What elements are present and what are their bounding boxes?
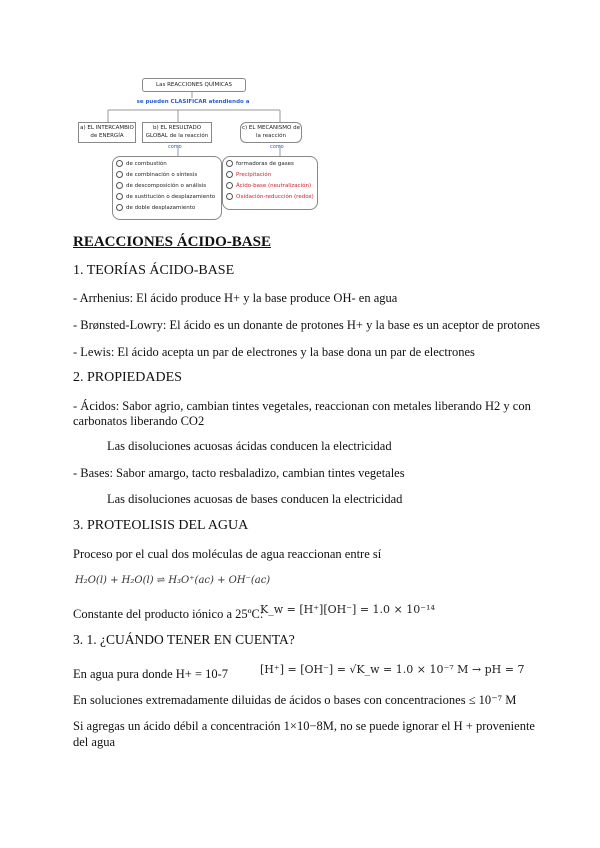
page-title: REACCIONES ÁCIDO-BASE (73, 234, 271, 250)
section-heading-theories: 1. TEORÍAS ÁCIDO-BASE (73, 263, 235, 278)
theory-lewis: - Lewis: El ácido acepta un par de electrones y la base dona un par de electrones (73, 345, 475, 359)
water-equation: H₂O(l) + H₂O(l) ⇌ H₃O⁺(ac) + OH⁻(ac) (75, 575, 271, 586)
list-item: formadoras de gases (226, 159, 314, 170)
kw-label: Constante del producto iónico a 25ºC: (73, 607, 264, 621)
list-item: Precipitación (226, 170, 314, 181)
section-heading-properties: 2. PROPIEDADES (73, 370, 182, 385)
dilute-solutions: En soluciones extremadamente diluidas de ácidos o bases con concentraciones ≤ 10⁻⁷ M (73, 693, 517, 707)
diagram-top-box: Las REACCIONES QUÍMICAS (142, 78, 246, 92)
diagram-como-2: como (270, 144, 284, 150)
diagram-box-energy: a) EL INTERCAMBIO de ENERGÍA (78, 122, 136, 143)
section-heading-when: 3. 1. ¿CUÁNDO TENER EN CUENTA? (73, 632, 295, 647)
list-item: de combustión (116, 159, 218, 170)
diagram-como-1: como (168, 144, 182, 150)
list-item: de combinación o síntesis (116, 170, 218, 181)
theory-bronsted: - Brønsted-Lowry: El ácido es un donante de protones H+ y la base es un aceptor de protones (73, 318, 540, 332)
theory-arrhenius: - Arrhenius: El ácido produce H+ y la base produce OH- en agua (73, 291, 398, 305)
pure-water-label: En agua pura donde H+ = 10-7 (73, 667, 229, 681)
diagram-box-result: b) EL RESULTADO GLOBAL de la reacción (142, 122, 212, 143)
diagram-list-mechanism (222, 156, 318, 210)
diagram-subtitle: se pueden CLASIFICAR atendiendo a (136, 99, 250, 105)
diagram-box-mechanism: c) EL MECANISMO de la reacción (240, 122, 302, 143)
diagram-list-result (112, 156, 222, 220)
pure-water-formula: [H⁺] = [OH⁻] = √K_w = 1.0 × 10⁻⁷ M → pH = 7 (260, 663, 525, 676)
kw-formula: K_w = [H⁺][OH⁻] = 1.0 × 10⁻¹⁴ (260, 603, 435, 616)
list-item: de sustitución o desplazamiento (116, 192, 218, 203)
weak-acid-line-1: Si agregas un ácido débil a concentración 1×10−8M, no se puede ignorar el H + proveniente (73, 719, 535, 733)
list-item: de doble desplazamiento (116, 203, 218, 214)
section-heading-proteolysis: 3. PROTEOLISIS DEL AGUA (73, 518, 249, 533)
bases-conduct: Las disoluciones acuosas de bases conducen la electricidad (107, 492, 403, 506)
list-item: de descomposición o análisis (116, 181, 218, 192)
proteolysis-intro: Proceso por el cual dos moléculas de agua reaccionan entre sí (73, 547, 382, 561)
acids-line-2: carbonatos liberando CO2 (73, 414, 205, 428)
acids-line-1: - Ácidos: Sabor agrio, cambian tintes vegetales, reaccionan con metales liberando H2 y con (73, 399, 531, 413)
bases-line: - Bases: Sabor amargo, tacto resbaladizo, cambian tintes vegetales (73, 466, 405, 480)
list-item: Oxidación-reducción (redox) (226, 192, 314, 203)
list-item: Ácido-base (neutralización) (226, 181, 314, 192)
weak-acid-line-2: del agua (73, 735, 115, 749)
acids-conduct: Las disoluciones acuosas ácidas conducen la electricidad (107, 439, 392, 453)
